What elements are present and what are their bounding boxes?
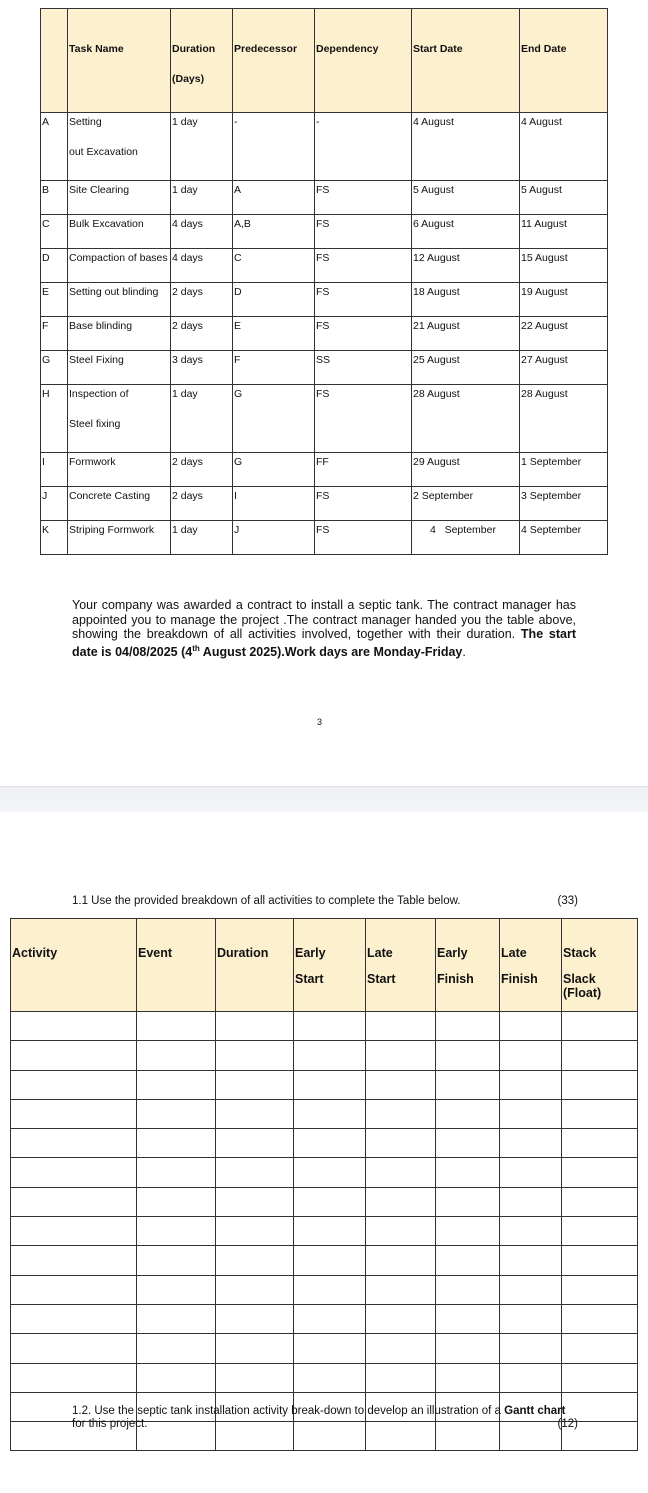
task-dependency: FS: [315, 215, 412, 249]
answer-input-cell[interactable]: [294, 1129, 366, 1158]
page-number: 3: [317, 717, 323, 727]
table-row: [11, 1070, 638, 1099]
answer-input-cell[interactable]: [436, 1363, 500, 1392]
cpa-answer-table: [10, 918, 638, 1451]
table-row: [11, 1129, 638, 1158]
answer-input-cell[interactable]: [11, 1099, 137, 1128]
page-separator: [0, 786, 648, 814]
table-row: [41, 181, 608, 215]
task-start: 28 August: [412, 385, 520, 453]
answer-input-cell[interactable]: [216, 1099, 294, 1128]
task-predecessor: A,B: [233, 215, 315, 249]
task-duration: 1 day: [171, 521, 233, 555]
answer-input-cell[interactable]: [500, 1012, 562, 1041]
answer-input-cell[interactable]: [366, 1129, 436, 1158]
answer-input-cell[interactable]: [500, 1275, 562, 1304]
answer-input-cell[interactable]: [366, 1070, 436, 1099]
task-start: 4 August: [412, 113, 520, 181]
answer-input-cell[interactable]: [294, 1187, 366, 1216]
answer-input-cell[interactable]: [216, 1334, 294, 1363]
answer-input-cell[interactable]: [137, 1246, 216, 1275]
task-id: B: [41, 181, 68, 215]
answer-input-cell[interactable]: [562, 1363, 638, 1392]
table-row: [41, 453, 608, 487]
task-duration: 4 days: [171, 215, 233, 249]
answer-input-cell[interactable]: [500, 1217, 562, 1246]
table-row: [41, 521, 608, 555]
answer-input-cell[interactable]: [436, 1246, 500, 1275]
task-predecessor: G: [233, 453, 315, 487]
answer-header-cell: Late Start: [366, 919, 436, 1012]
table-row: [41, 283, 608, 317]
task-end: 1 September: [520, 453, 608, 487]
answer-input-cell[interactable]: [500, 1099, 562, 1128]
table-row: [11, 1158, 638, 1187]
answer-input-cell[interactable]: [366, 1099, 436, 1128]
answer-input-cell[interactable]: [137, 1217, 216, 1246]
answer-input-cell[interactable]: [294, 1363, 366, 1392]
task-start: 21 August: [412, 317, 520, 351]
answer-header-cell: Early Finish: [436, 919, 500, 1012]
answer-input-cell[interactable]: [436, 1275, 500, 1304]
answer-input-cell[interactable]: [137, 1187, 216, 1216]
answer-input-cell[interactable]: [500, 1246, 562, 1275]
task-id: C: [41, 215, 68, 249]
task-id: D: [41, 249, 68, 283]
answer-input-cell[interactable]: [562, 1012, 638, 1041]
task-dependency: FS: [315, 283, 412, 317]
task-id: H: [41, 385, 68, 453]
task-end: 5 August: [520, 181, 608, 215]
task-start: 5 August: [412, 181, 520, 215]
table-row: [11, 1217, 638, 1246]
answer-input-cell[interactable]: [11, 1129, 137, 1158]
answer-input-cell[interactable]: [436, 1041, 500, 1070]
answer-input-cell[interactable]: [137, 1304, 216, 1333]
task-name: Setting out blinding: [68, 283, 171, 317]
answer-input-cell[interactable]: [562, 1129, 638, 1158]
task-end: 27 August: [520, 351, 608, 385]
task-name: Concrete Casting: [68, 487, 171, 521]
answer-input-cell[interactable]: [366, 1187, 436, 1216]
answer-input-cell[interactable]: [562, 1070, 638, 1099]
question-1-1-marks: (33): [557, 895, 578, 907]
answer-input-cell[interactable]: [366, 1246, 436, 1275]
answer-input-cell[interactable]: [137, 1099, 216, 1128]
answer-input-cell[interactable]: [294, 1334, 366, 1363]
task-dependency: FS: [315, 317, 412, 351]
header-end-date: End Date: [520, 9, 608, 113]
answer-input-cell[interactable]: [216, 1246, 294, 1275]
answer-input-cell[interactable]: [436, 1158, 500, 1187]
answer-input-cell[interactable]: [562, 1158, 638, 1187]
task-predecessor: A: [233, 181, 315, 215]
table-row: [41, 385, 608, 453]
answer-input-cell[interactable]: [11, 1275, 137, 1304]
task-start: 18 August: [412, 283, 520, 317]
answer-input-cell[interactable]: [216, 1275, 294, 1304]
answer-input-cell[interactable]: [216, 1363, 294, 1392]
answer-input-cell[interactable]: [500, 1041, 562, 1070]
task-name: Bulk Excavation: [68, 215, 171, 249]
task-start: 29 August: [412, 453, 520, 487]
task-dependency: FS: [315, 385, 412, 453]
task-dependency: FF: [315, 453, 412, 487]
task-end: 19 August: [520, 283, 608, 317]
answer-input-cell[interactable]: [366, 1158, 436, 1187]
answer-input-cell[interactable]: [562, 1217, 638, 1246]
answer-input-cell[interactable]: [216, 1304, 294, 1333]
task-duration: 2 days: [171, 283, 233, 317]
question-1-2: 1.2. Use the septic tank installation activity break-down to develop an illustration of a Gantt chart for this project. (12): [72, 1405, 578, 1430]
task-id: G: [41, 351, 68, 385]
header-task-name: Task Name: [68, 9, 171, 113]
header-predecessor: Predecessor: [233, 9, 315, 113]
answer-input-cell[interactable]: [562, 1334, 638, 1363]
answer-input-cell[interactable]: [137, 1158, 216, 1187]
task-predecessor: F: [233, 351, 315, 385]
task-name: Base blinding: [68, 317, 171, 351]
answer-header-cell: Activity: [11, 919, 137, 1012]
task-id: E: [41, 283, 68, 317]
intro-paragraph: Your company was awarded a contract to install a septic tank. The contract manager has appointed you to manage the project .The contract manager handed you the table above, showing the breakdown of all activities involved, together with their duration. The start date is 04/08/2025 (4th August 2025).Work days are Monday-Friday.: [72, 598, 576, 659]
answer-input-cell[interactable]: [366, 1304, 436, 1333]
answer-input-cell[interactable]: [562, 1246, 638, 1275]
task-predecessor: E: [233, 317, 315, 351]
header-duration: Duration (Days): [171, 9, 233, 113]
answer-input-cell[interactable]: [294, 1012, 366, 1041]
answer-table-header-row: [11, 919, 638, 1012]
task-predecessor: C: [233, 249, 315, 283]
answer-input-cell[interactable]: [294, 1158, 366, 1187]
answer-input-cell[interactable]: [436, 1334, 500, 1363]
task-name: Site Clearing: [68, 181, 171, 215]
task-breakdown-table: [40, 8, 608, 555]
task-dependency: SS: [315, 351, 412, 385]
task-end: 4 August: [520, 113, 608, 181]
task-name: Steel Fixing: [68, 351, 171, 385]
task-predecessor: -: [233, 113, 315, 181]
answer-input-cell[interactable]: [366, 1334, 436, 1363]
answer-input-cell[interactable]: [216, 1012, 294, 1041]
table-row: [41, 215, 608, 249]
answer-input-cell[interactable]: [366, 1275, 436, 1304]
answer-input-cell[interactable]: [137, 1363, 216, 1392]
question-1-2-marks: (12): [557, 1418, 578, 1430]
answer-input-cell[interactable]: [500, 1158, 562, 1187]
task-name: Striping Formwork: [68, 521, 171, 555]
task-dependency: FS: [315, 249, 412, 283]
header-dependency: Dependency: [315, 9, 412, 113]
task-start: 25 August: [412, 351, 520, 385]
answer-input-cell[interactable]: [562, 1187, 638, 1216]
answer-header-cell: Stack Slack (Float): [562, 919, 638, 1012]
answer-input-cell[interactable]: [11, 1246, 137, 1275]
answer-input-cell[interactable]: [436, 1217, 500, 1246]
task-predecessor: J: [233, 521, 315, 555]
answer-input-cell[interactable]: [436, 1187, 500, 1216]
answer-input-cell[interactable]: [562, 1099, 638, 1128]
task-end: 11 August: [520, 215, 608, 249]
answer-header-cell: Late Finish: [500, 919, 562, 1012]
task-duration: 4 days: [171, 249, 233, 283]
task-start: 2 September: [412, 487, 520, 521]
answer-input-cell[interactable]: [11, 1304, 137, 1333]
task-start: 4 September: [412, 521, 520, 555]
header-start-date: Start Date: [412, 9, 520, 113]
answer-input-cell[interactable]: [436, 1129, 500, 1158]
answer-input-cell[interactable]: [500, 1334, 562, 1363]
task-end: 22 August: [520, 317, 608, 351]
task-predecessor: D: [233, 283, 315, 317]
table-row: [11, 1246, 638, 1275]
task-duration: 2 days: [171, 317, 233, 351]
answer-input-cell[interactable]: [366, 1041, 436, 1070]
answer-input-cell[interactable]: [366, 1012, 436, 1041]
task-duration: 2 days: [171, 487, 233, 521]
task-duration: 3 days: [171, 351, 233, 385]
answer-input-cell[interactable]: [366, 1217, 436, 1246]
answer-header-cell: Early Start: [294, 919, 366, 1012]
answer-input-cell[interactable]: [216, 1158, 294, 1187]
answer-input-cell[interactable]: [137, 1275, 216, 1304]
answer-input-cell[interactable]: [294, 1041, 366, 1070]
answer-input-cell[interactable]: [436, 1012, 500, 1041]
answer-input-cell[interactable]: [137, 1012, 216, 1041]
answer-input-cell[interactable]: [137, 1041, 216, 1070]
task-duration: 1 day: [171, 113, 233, 181]
answer-input-cell[interactable]: [294, 1246, 366, 1275]
answer-input-cell[interactable]: [137, 1070, 216, 1099]
task-dependency: FS: [315, 521, 412, 555]
answer-input-cell[interactable]: [11, 1334, 137, 1363]
answer-input-cell[interactable]: [500, 1129, 562, 1158]
answer-input-cell[interactable]: [216, 1070, 294, 1099]
answer-input-cell[interactable]: [562, 1275, 638, 1304]
table-row: [41, 317, 608, 351]
answer-input-cell[interactable]: [294, 1217, 366, 1246]
task-id: K: [41, 521, 68, 555]
table-row: [11, 1363, 638, 1392]
task-predecessor: I: [233, 487, 315, 521]
question-1-1: 1.1 Use the provided breakdown of all activities to complete the Table below. (33): [72, 895, 578, 907]
task-id: F: [41, 317, 68, 351]
answer-input-cell[interactable]: [436, 1099, 500, 1128]
table-row: [11, 1275, 638, 1304]
task-duration: 1 day: [171, 181, 233, 215]
task-name: Inspection of Steel fixing: [68, 385, 171, 453]
task-dependency: FS: [315, 181, 412, 215]
table-row: [41, 487, 608, 521]
task-duration: 1 day: [171, 385, 233, 453]
document-page-2: [0, 812, 648, 1493]
answer-input-cell[interactable]: [216, 1129, 294, 1158]
answer-input-cell[interactable]: [562, 1304, 638, 1333]
table-header-row: [41, 9, 608, 113]
task-name: Setting out Excavation: [68, 113, 171, 181]
answer-input-cell[interactable]: [500, 1363, 562, 1392]
answer-input-cell[interactable]: [366, 1363, 436, 1392]
task-end: 28 August: [520, 385, 608, 453]
answer-input-cell[interactable]: [294, 1304, 366, 1333]
answer-input-cell[interactable]: [500, 1304, 562, 1333]
table-row: [11, 1304, 638, 1333]
answer-header-cell: Event: [137, 919, 216, 1012]
answer-input-cell[interactable]: [11, 1012, 137, 1041]
table-row: [11, 1099, 638, 1128]
answer-input-cell[interactable]: [11, 1363, 137, 1392]
answer-input-cell[interactable]: [294, 1099, 366, 1128]
task-id: J: [41, 487, 68, 521]
answer-input-cell[interactable]: [216, 1187, 294, 1216]
task-end: 15 August: [520, 249, 608, 283]
task-end: 4 September: [520, 521, 608, 555]
answer-input-cell[interactable]: [436, 1304, 500, 1333]
task-id: A: [41, 113, 68, 181]
answer-input-cell[interactable]: [137, 1129, 216, 1158]
header-id: [41, 9, 68, 113]
task-start: 6 August: [412, 215, 520, 249]
table-row: [41, 351, 608, 385]
answer-input-cell[interactable]: [294, 1070, 366, 1099]
answer-input-cell[interactable]: [137, 1334, 216, 1363]
answer-input-cell[interactable]: [216, 1041, 294, 1070]
answer-input-cell[interactable]: [562, 1041, 638, 1070]
answer-header-cell: Duration: [216, 919, 294, 1012]
answer-input-cell[interactable]: [11, 1217, 137, 1246]
table-row: [11, 1334, 638, 1363]
table-row: [41, 249, 608, 283]
answer-input-cell[interactable]: [500, 1187, 562, 1216]
table-row: [11, 1041, 638, 1070]
answer-input-cell[interactable]: [11, 1041, 137, 1070]
task-duration: 2 days: [171, 453, 233, 487]
answer-input-cell[interactable]: [11, 1187, 137, 1216]
task-end: 3 September: [520, 487, 608, 521]
answer-input-cell[interactable]: [11, 1070, 137, 1099]
answer-input-cell[interactable]: [11, 1158, 137, 1187]
answer-input-cell[interactable]: [216, 1217, 294, 1246]
task-id: I: [41, 453, 68, 487]
answer-input-cell[interactable]: [500, 1070, 562, 1099]
task-dependency: FS: [315, 487, 412, 521]
task-name: Formwork: [68, 453, 171, 487]
table-row: [11, 1012, 638, 1041]
table-row: [11, 1187, 638, 1216]
task-name: Compaction of bases: [68, 249, 171, 283]
task-dependency: -: [315, 113, 412, 181]
answer-input-cell[interactable]: [294, 1275, 366, 1304]
answer-input-cell[interactable]: [436, 1070, 500, 1099]
task-start: 12 August: [412, 249, 520, 283]
table-row: [41, 113, 608, 181]
task-predecessor: G: [233, 385, 315, 453]
